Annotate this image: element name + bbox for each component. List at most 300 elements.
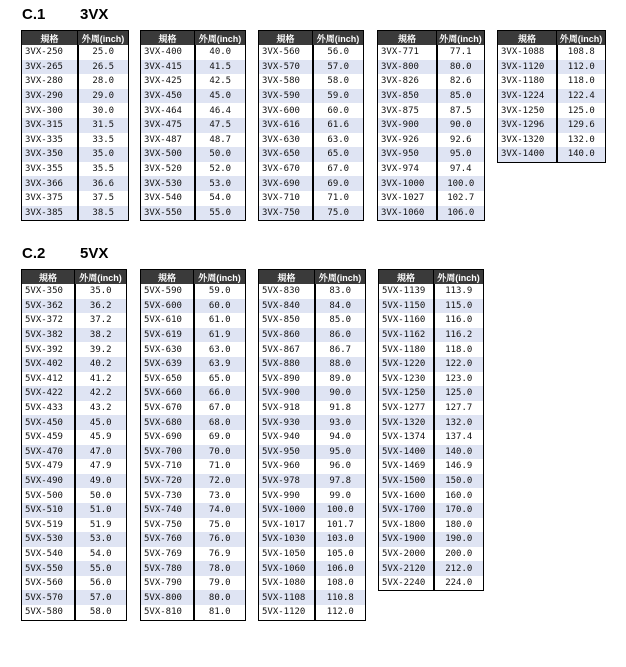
table-row [22,60,129,75]
section-code: C.2 [22,245,46,262]
table-row [141,74,246,89]
circumference-cell: 76.0 [194,532,246,547]
section-code: C.1 [22,6,46,23]
circumference-cell: 42.2 [75,386,127,401]
circumference-cell: 52.0 [195,162,246,177]
table-header-row [378,31,485,46]
table-row [22,45,129,60]
belt-model-cell: 5VX-1220 [379,357,434,372]
circumference-cell: 51.9 [75,518,127,533]
table-row [141,45,246,60]
circumference-cell: 65.0 [194,372,246,387]
circumference-cell: 25.0 [78,45,129,60]
belt-model-cell: 5VX-580 [22,605,75,620]
circumference-cell: 90.0 [315,386,366,401]
belt-model-cell: 3VX-850 [378,89,437,104]
circumference-cell: 105.0 [315,547,366,562]
circumference-cell: 160.0 [434,488,484,503]
circumference-cell: 37.5 [78,191,129,206]
table-row [141,474,246,489]
table-row [379,474,484,489]
table-row [22,488,127,503]
table-row [22,605,127,620]
circumference-cell: 36.6 [78,176,129,191]
belt-model-cell: 5VX-1017 [259,518,315,533]
belt-model-cell: 3VX-1180 [498,74,557,89]
table-row [379,561,484,576]
table-header-row [141,270,246,285]
belt-model-cell: 5VX-1800 [379,518,434,533]
table-row [379,415,484,430]
circumference-cell: 47.0 [75,445,127,460]
belt-model-cell: 3VX-1296 [498,118,557,133]
belt-model-cell: 5VX-1250 [379,386,434,401]
belt-model-cell: 5VX-1600 [379,488,434,503]
table-row [22,118,129,133]
circumference-cell: 45.9 [75,430,127,445]
table-row [379,576,484,591]
belt-model-cell: 3VX-1224 [498,89,557,104]
circumference-cell: 113.9 [434,284,484,299]
table-row [141,60,246,75]
circumference-cell: 69.0 [313,176,364,191]
circumference-cell: 57.0 [313,60,364,75]
circumference-cell: 86.0 [315,328,366,343]
table-row [259,60,364,75]
circumference-cell: 127.7 [434,401,484,416]
belt-model-cell: 5VX-402 [22,357,75,372]
belt-model-cell: 5VX-860 [259,328,315,343]
table-row [22,162,129,177]
belt-model-cell: 3VX-1027 [378,191,437,206]
circumference-cell: 59.0 [313,89,364,104]
table-row [141,284,246,299]
circumference-cell: 97.4 [437,162,485,177]
belt-model-cell: 5VX-890 [259,372,315,387]
table-row [378,176,485,191]
circumference-cell: 86.7 [315,342,366,357]
circumference-cell: 63.9 [194,357,246,372]
table-row [141,561,246,576]
circumference-cell: 110.8 [315,590,366,605]
table-row [259,357,366,372]
circumference-cell: 68.0 [194,415,246,430]
table-row [141,133,246,148]
belt-model-cell: 5VX-1162 [379,328,434,343]
table-row [141,459,246,474]
table-header-row [22,31,129,46]
belt-model-cell: 3VX-425 [141,74,195,89]
circumference-cell: 57.0 [75,590,127,605]
belt-model-cell: 3VX-250 [22,45,78,60]
circumference-cell: 140.0 [557,147,606,162]
circumference-cell: 212.0 [434,561,484,576]
table-row [22,415,127,430]
belt-model-cell: 5VX-830 [259,284,315,299]
belt-model-cell: 3VX-650 [259,147,313,162]
table-row [22,176,129,191]
table-row [259,430,366,445]
table-row [378,133,485,148]
table-row [379,328,484,343]
circumference-cell: 87.5 [437,103,485,118]
belt-model-cell: 5VX-590 [141,284,194,299]
circumference-cell: 55.0 [195,206,246,221]
column-header-circumference: 外周(inch) [194,270,246,285]
table-row [259,313,366,328]
belt-model-cell: 3VX-375 [22,191,78,206]
circumference-cell: 67.0 [194,401,246,416]
circumference-cell: 150.0 [434,474,484,489]
belt-model-cell: 3VX-400 [141,45,195,60]
table-row [141,518,246,533]
circumference-cell: 35.0 [75,284,127,299]
circumference-cell: 38.5 [78,206,129,221]
circumference-cell: 26.5 [78,60,129,75]
table-row [141,328,246,343]
belt-model-cell: 5VX-560 [22,576,75,591]
circumference-cell: 106.0 [315,561,366,576]
table-row [379,372,484,387]
belt-model-cell: 5VX-639 [141,357,194,372]
table-row [259,147,364,162]
belt-table [497,30,606,163]
circumference-cell: 45.0 [195,89,246,104]
table-row [141,342,246,357]
table-row [379,386,484,401]
belt-model-cell: 5VX-840 [259,299,315,314]
belt-table [258,269,366,621]
table-row [141,357,246,372]
belt-model-cell: 5VX-918 [259,401,315,416]
circumference-cell: 53.0 [75,532,127,547]
table-row [22,503,127,518]
circumference-cell: 123.0 [434,372,484,387]
circumference-cell: 33.5 [78,133,129,148]
table-row [141,299,246,314]
table-row [378,89,485,104]
table-row [22,576,127,591]
table-row [378,118,485,133]
table-row [141,590,246,605]
circumference-cell: 37.2 [75,313,127,328]
table-row [259,133,364,148]
table-row [22,401,127,416]
belt-model-cell: 3VX-355 [22,162,78,177]
circumference-cell: 82.6 [437,74,485,89]
circumference-cell: 70.0 [194,445,246,460]
circumference-cell: 95.0 [315,445,366,460]
circumference-cell: 77.1 [437,45,485,60]
belt-model-cell: 3VX-1320 [498,133,557,148]
belt-model-cell: 5VX-730 [141,488,194,503]
belt-table [140,30,246,221]
table-row [22,206,129,221]
belt-model-cell: 5VX-1500 [379,474,434,489]
circumference-cell: 106.0 [437,206,485,221]
column-header-circumference: 外周(inch) [434,270,484,285]
belt-model-cell: 5VX-800 [141,590,194,605]
circumference-cell: 61.6 [313,118,364,133]
belt-model-cell: 5VX-760 [141,532,194,547]
table-row [378,162,485,177]
belt-model-cell: 5VX-1700 [379,503,434,518]
belt-model-cell: 3VX-1060 [378,206,437,221]
table-row [141,162,246,177]
belt-model-cell: 3VX-290 [22,89,78,104]
belt-model-cell: 3VX-1400 [498,147,557,162]
circumference-cell: 50.0 [75,488,127,503]
belt-model-cell: 5VX-680 [141,415,194,430]
circumference-cell: 91.8 [315,401,366,416]
circumference-cell: 224.0 [434,576,484,591]
belt-model-cell: 5VX-2120 [379,561,434,576]
belt-model-cell: 3VX-560 [259,45,313,60]
table-row [379,284,484,299]
table-header-row [379,270,484,285]
belt-model-cell: 3VX-1120 [498,60,557,75]
table-row [259,401,366,416]
belt-model-cell: 3VX-1000 [378,176,437,191]
table-row [141,430,246,445]
table-row [498,133,606,148]
circumference-cell: 55.0 [75,561,127,576]
circumference-cell: 75.0 [313,206,364,221]
belt-model-cell: 5VX-720 [141,474,194,489]
table-row [22,518,127,533]
belt-model-cell: 5VX-1374 [379,430,434,445]
table-row [259,459,366,474]
belt-model-cell: 3VX-335 [22,133,78,148]
belt-model-cell: 5VX-1320 [379,415,434,430]
belt-model-cell: 5VX-600 [141,299,194,314]
table-row [141,576,246,591]
table-row [259,284,366,299]
belt-model-cell: 5VX-710 [141,459,194,474]
circumference-cell: 99.0 [315,488,366,503]
belt-model-cell: 5VX-422 [22,386,75,401]
belt-model-cell: 3VX-826 [378,74,437,89]
circumference-cell: 41.2 [75,372,127,387]
column-header-model: 規格 [259,31,313,46]
belt-model-cell: 3VX-926 [378,133,437,148]
table-row [259,386,366,401]
belt-model-cell: 5VX-479 [22,459,75,474]
circumference-cell: 92.6 [437,133,485,148]
column-header-model: 規格 [22,270,75,285]
belt-model-cell: 3VX-487 [141,133,195,148]
circumference-cell: 129.6 [557,118,606,133]
circumference-cell: 101.7 [315,518,366,533]
circumference-cell: 88.0 [315,357,366,372]
circumference-cell: 95.0 [437,147,485,162]
circumference-cell: 118.0 [434,342,484,357]
circumference-cell: 63.0 [313,133,364,148]
belt-model-cell: 5VX-1400 [379,445,434,460]
belt-model-cell: 5VX-1160 [379,313,434,328]
belt-model-cell: 5VX-880 [259,357,315,372]
belt-model-cell: 5VX-1230 [379,372,434,387]
circumference-cell: 66.0 [194,386,246,401]
belt-model-cell: 5VX-500 [22,488,75,503]
circumference-cell: 74.0 [194,503,246,518]
belt-model-cell: 5VX-978 [259,474,315,489]
belt-model-cell: 5VX-690 [141,430,194,445]
circumference-cell: 118.0 [557,74,606,89]
belt-table [21,269,127,621]
belt-model-cell: 5VX-412 [22,372,75,387]
belt-model-cell: 5VX-372 [22,313,75,328]
belt-model-cell: 5VX-930 [259,415,315,430]
belt-model-cell: 5VX-2000 [379,547,434,562]
column-header-model: 規格 [141,270,194,285]
circumference-cell: 60.0 [313,103,364,118]
circumference-cell: 73.0 [194,488,246,503]
belt-model-cell: 5VX-382 [22,328,75,343]
belt-model-cell: 5VX-433 [22,401,75,416]
table-row [141,488,246,503]
circumference-cell: 54.0 [195,191,246,206]
circumference-cell: 100.0 [437,176,485,191]
belt-model-cell: 3VX-475 [141,118,195,133]
column-header-model: 規格 [379,270,434,285]
circumference-cell: 132.0 [434,415,484,430]
table-row [498,103,606,118]
circumference-cell: 45.0 [75,415,127,430]
table-row [22,342,127,357]
belt-model-cell: 5VX-392 [22,342,75,357]
circumference-cell: 58.0 [75,605,127,620]
circumference-cell: 51.0 [75,503,127,518]
belt-model-cell: 3VX-800 [378,60,437,75]
table-row [141,191,246,206]
circumference-cell: 50.0 [195,147,246,162]
circumference-cell: 170.0 [434,503,484,518]
table-row [22,89,129,104]
table-row [379,357,484,372]
section-name: 3VX [80,6,109,23]
table-row [259,372,366,387]
table-row [379,342,484,357]
belt-model-cell: 3VX-540 [141,191,195,206]
circumference-cell: 46.4 [195,103,246,118]
belt-model-cell: 3VX-520 [141,162,195,177]
belt-model-cell: 5VX-459 [22,430,75,445]
table-row [22,445,127,460]
circumference-cell: 31.5 [78,118,129,133]
table-row [22,357,127,372]
table-row [259,118,364,133]
circumference-cell: 38.2 [75,328,127,343]
table-header-row [498,31,606,46]
table-header-row [259,270,366,285]
belt-table [258,30,364,221]
belt-model-cell: 5VX-700 [141,445,194,460]
table-row [22,133,129,148]
table-row [141,372,246,387]
circumference-cell: 67.0 [313,162,364,177]
circumference-cell: 40.0 [195,45,246,60]
table-row [259,488,366,503]
circumference-cell: 71.0 [194,459,246,474]
belt-model-cell: 3VX-500 [141,147,195,162]
table-row [259,342,366,357]
belt-model-cell: 5VX-1080 [259,576,315,591]
circumference-cell: 39.2 [75,342,127,357]
circumference-cell: 80.0 [194,590,246,605]
table-row [22,474,127,489]
belt-model-cell: 3VX-590 [259,89,313,104]
column-header-circumference: 外周(inch) [557,31,606,46]
table-row [378,147,485,162]
belt-model-cell: 3VX-570 [259,60,313,75]
table-row [259,103,364,118]
table-row [259,518,366,533]
table-row [259,445,366,460]
belt-model-cell: 5VX-790 [141,576,194,591]
circumference-cell: 75.0 [194,518,246,533]
circumference-cell: 90.0 [437,118,485,133]
circumference-cell: 36.2 [75,299,127,314]
circumference-cell: 59.0 [194,284,246,299]
circumference-cell: 69.0 [194,430,246,445]
belt-model-cell: 3VX-366 [22,176,78,191]
table-row [22,313,127,328]
table-row [379,313,484,328]
circumference-cell: 102.7 [437,191,485,206]
belt-model-cell: 3VX-300 [22,103,78,118]
table-header-row [141,31,246,46]
table-row [259,162,364,177]
circumference-cell: 112.0 [315,605,366,620]
table-row [379,518,484,533]
column-header-circumference: 外周(inch) [437,31,485,46]
belt-table [140,269,246,621]
circumference-cell: 76.9 [194,547,246,562]
belt-model-cell: 3VX-350 [22,147,78,162]
belt-model-cell: 3VX-710 [259,191,313,206]
table-row [22,328,127,343]
column-header-circumference: 外周(inch) [78,31,129,46]
column-header-model: 規格 [259,270,315,285]
table-row [259,605,366,620]
belt-model-cell: 3VX-280 [22,74,78,89]
table-row [22,547,127,562]
belt-model-cell: 3VX-450 [141,89,195,104]
belt-model-cell: 5VX-570 [22,590,75,605]
belt-model-cell: 3VX-315 [22,118,78,133]
belt-model-cell: 5VX-1139 [379,284,434,299]
circumference-cell: 41.5 [195,60,246,75]
table-row [259,576,366,591]
belt-model-cell: 3VX-1250 [498,103,557,118]
table-row [141,401,246,416]
table-row [22,561,127,576]
belt-model-cell: 3VX-616 [259,118,313,133]
belt-model-cell: 3VX-950 [378,147,437,162]
circumference-cell: 71.0 [313,191,364,206]
table-row [22,459,127,474]
belt-model-cell: 5VX-1050 [259,547,315,562]
belt-model-cell: 3VX-415 [141,60,195,75]
section-name: 5VX [80,245,109,262]
belt-model-cell: 5VX-650 [141,372,194,387]
circumference-cell: 81.0 [194,605,246,620]
belt-model-cell: 5VX-519 [22,518,75,533]
table-row [22,532,127,547]
table-row [498,118,606,133]
belt-table [21,30,129,221]
